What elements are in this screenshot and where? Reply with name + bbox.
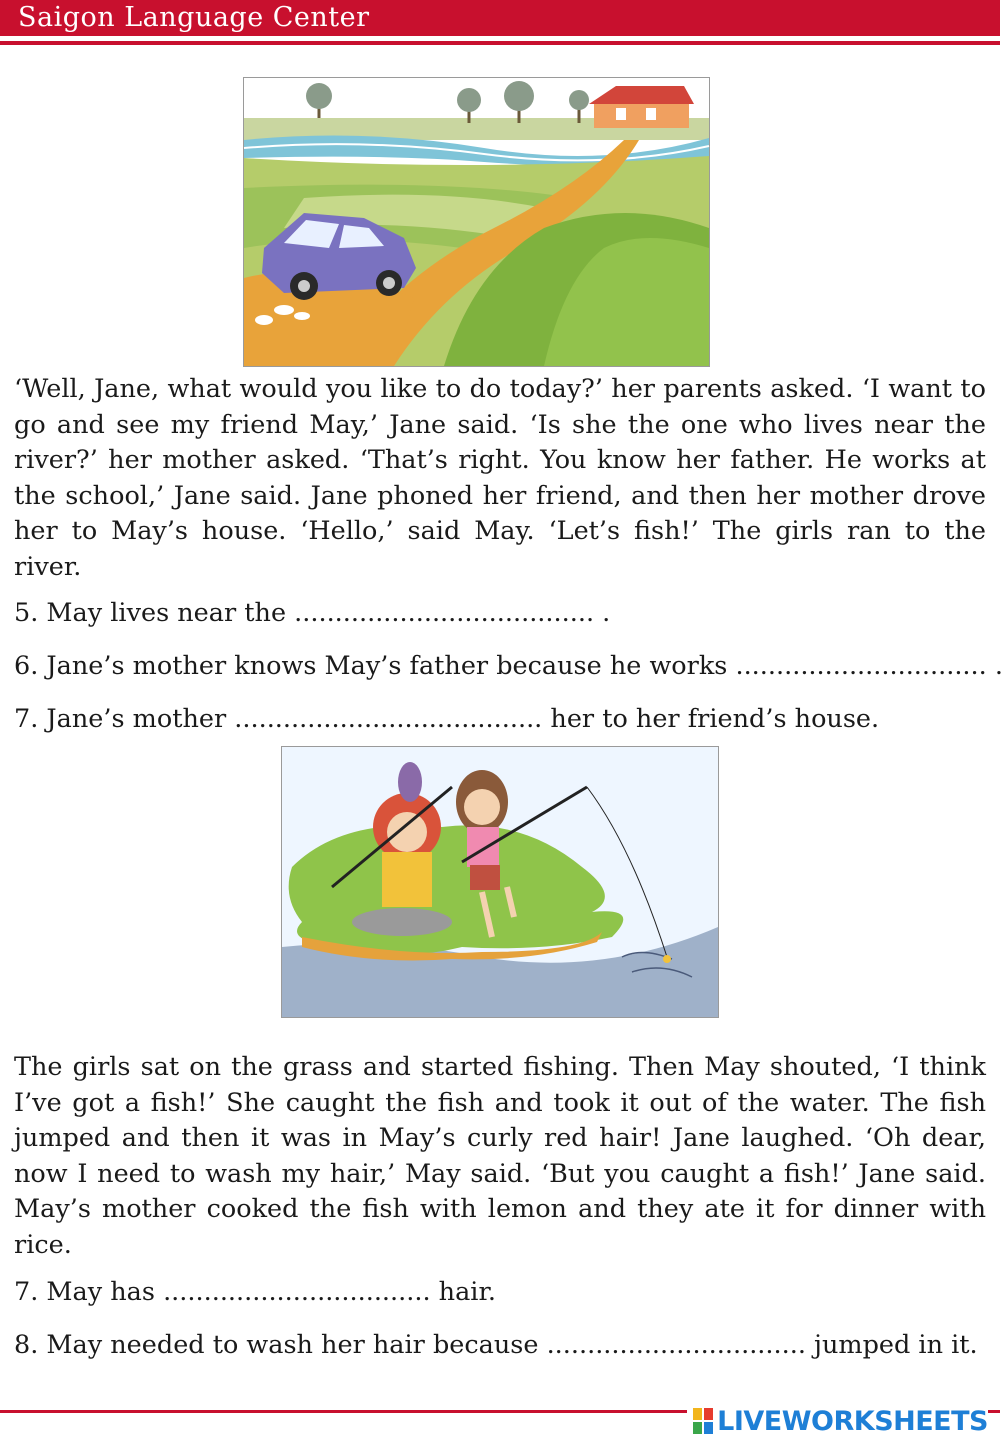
question-6 xyxy=(14,651,1003,681)
logo-text: LIVEWORKSHEETS xyxy=(717,1405,988,1437)
liveworksheets-logo xyxy=(687,1404,988,1438)
story-paragraph-2: The girls sat on the grass and started fishing. Then May shouted, ‘I think I’ve got a fish!’ She caught the fish and took it out of the water. The fish jumped and then it was in May’s curly red hair! Jane laughed. ‘Oh dear, now I need to wash my hair,’ May said. ‘But you caught a fish!’ Jane said. May’s mother cooked the fish with lemon and they ate it for dinner with rice. xyxy=(14,1052,986,1260)
question-8-text: 8. May needed to wash her hair because xyxy=(14,1330,547,1360)
answer-blank-6[interactable]: ............................... xyxy=(735,651,987,681)
story-paragraph-1: ‘Well, Jane, what would you like to do today?’ her parents asked. ‘I want to go and see my friend May,’ Jane said. ‘Is she the one who lives near the river?’ her mother asked. ‘That’s right. You know her father. He works at the school,’ Jane said. Jane phoned her friend, and then her mother drove her to May’s house. ‘Hello,’ said May. ‘Let’s fish!’ The girls ran to the river. xyxy=(14,374,986,582)
answer-blank-5[interactable]: ..................................... xyxy=(294,598,595,628)
question-5-end: . xyxy=(594,598,611,628)
header-bar xyxy=(0,0,1000,36)
question-6-end: . xyxy=(986,651,1003,681)
question-7b xyxy=(14,1277,496,1307)
question-5 xyxy=(14,598,610,628)
question-8-end: jumped in it. xyxy=(805,1330,978,1360)
question-8 xyxy=(14,1330,978,1360)
question-6-text: 6. Jane’s mother knows May’s father because he works xyxy=(14,651,736,681)
question-7b-end: hair. xyxy=(430,1277,496,1307)
logo-blocks-icon xyxy=(693,1408,713,1434)
header-title: Saigon Language Center xyxy=(18,2,370,33)
answer-blank-8[interactable]: ................................ xyxy=(546,1330,806,1360)
question-7a xyxy=(14,704,879,734)
question-5-text: 5. May lives near the xyxy=(14,598,295,628)
question-7a-end: her to her friend’s house. xyxy=(542,704,880,734)
answer-blank-7a[interactable]: ...................................... xyxy=(234,704,543,734)
illustration-countryside-car xyxy=(243,77,710,367)
illustration-girls-fishing xyxy=(281,746,719,1018)
question-7a-text: 7. Jane’s mother xyxy=(14,704,235,734)
header-divider xyxy=(0,41,1000,45)
question-7b-text: 7. May has xyxy=(14,1277,164,1307)
answer-blank-7b[interactable]: ................................. xyxy=(163,1277,431,1307)
